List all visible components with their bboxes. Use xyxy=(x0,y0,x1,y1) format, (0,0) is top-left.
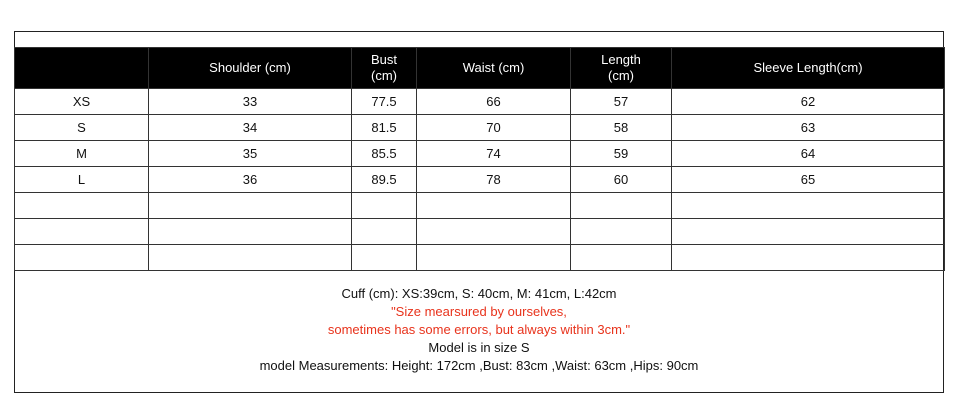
header-waist: Waist (cm) xyxy=(417,48,571,89)
model-measurements-note: model Measurements: Height: 172cm ,Bust: 83cm ,Waist: 63cm ,Hips: 90cm xyxy=(259,358,699,373)
table-cell xyxy=(15,245,149,271)
table-row xyxy=(15,89,945,115)
table-cell: 60 xyxy=(571,167,672,193)
table-cell xyxy=(672,245,945,271)
table-cell xyxy=(571,219,672,245)
table-cell: 36 xyxy=(149,167,352,193)
table-cell xyxy=(571,245,672,271)
table-cell xyxy=(352,193,417,219)
disclaimer-line-2: sometimes has some errors, but always within 3cm." xyxy=(327,322,631,337)
table-cell xyxy=(15,193,149,219)
table-cell: L xyxy=(15,167,149,193)
model-size-note: Model is in size S xyxy=(428,340,530,355)
table-cell: 66 xyxy=(417,89,571,115)
table-cell xyxy=(672,193,945,219)
table-row xyxy=(15,219,945,245)
table-cell: 78 xyxy=(417,167,571,193)
table-cell: 74 xyxy=(417,141,571,167)
table-cell xyxy=(149,193,352,219)
table-cell: 59 xyxy=(571,141,672,167)
disclaimer-line-1: "Size mearsured by ourselves, xyxy=(391,304,567,319)
table-cell: 65 xyxy=(672,167,945,193)
table-cell xyxy=(352,219,417,245)
header-length: Length (cm) xyxy=(571,48,672,89)
header-size xyxy=(15,48,149,89)
size-table xyxy=(14,47,945,271)
table-row xyxy=(15,141,945,167)
table-cell xyxy=(417,245,571,271)
table-cell: 63 xyxy=(672,115,945,141)
table-cell: 62 xyxy=(672,89,945,115)
table-cell xyxy=(571,193,672,219)
header-bust: Bust (cm) xyxy=(352,48,417,89)
table-cell: 70 xyxy=(417,115,571,141)
table-row xyxy=(15,245,945,271)
table-cell: 77.5 xyxy=(352,89,417,115)
table-header-row xyxy=(15,48,945,89)
table-cell: 89.5 xyxy=(352,167,417,193)
table-cell: 34 xyxy=(149,115,352,141)
table-cell: M xyxy=(15,141,149,167)
notes-section xyxy=(14,285,944,375)
table-cell xyxy=(352,245,417,271)
table-cell: 81.5 xyxy=(352,115,417,141)
table-cell: 64 xyxy=(672,141,945,167)
table-cell xyxy=(149,219,352,245)
table-cell: 35 xyxy=(149,141,352,167)
table-cell xyxy=(149,245,352,271)
table-cell: S xyxy=(15,115,149,141)
header-shoulder: Shoulder (cm) xyxy=(149,48,352,89)
table-row xyxy=(15,167,945,193)
table-cell: 85.5 xyxy=(352,141,417,167)
table-row xyxy=(15,193,945,219)
cuff-note: Cuff (cm): XS:39cm, S: 40cm, M: 41cm, L:42cm xyxy=(341,286,617,301)
table-cell: 33 xyxy=(149,89,352,115)
table-row xyxy=(15,115,945,141)
table-cell: 57 xyxy=(571,89,672,115)
table-cell: 58 xyxy=(571,115,672,141)
table-cell xyxy=(15,219,149,245)
header-sleeve-length: Sleeve Length(cm) xyxy=(672,48,945,89)
table-cell xyxy=(417,193,571,219)
table-cell xyxy=(672,219,945,245)
table-cell: XS xyxy=(15,89,149,115)
table-cell xyxy=(417,219,571,245)
